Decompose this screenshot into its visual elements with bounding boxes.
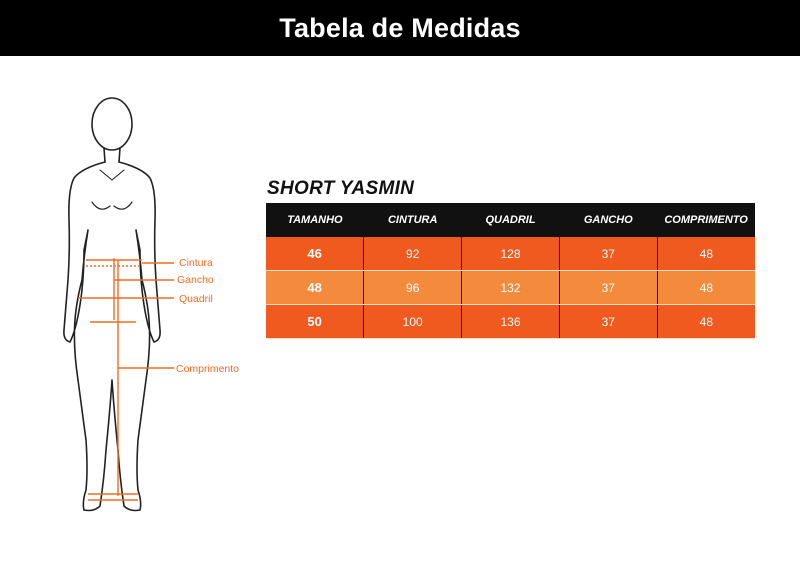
table-row: [266, 237, 755, 271]
head-outline: [92, 98, 132, 150]
body-measurement-figure: [60, 90, 260, 530]
body-outline: [64, 162, 160, 511]
label-cintura: Cintura: [179, 257, 213, 269]
col-comprimento: COMPRIMENTO: [657, 203, 755, 237]
cell-cintura: 96: [364, 271, 462, 305]
page-header: [0, 0, 800, 56]
label-comprimento: Comprimento: [176, 363, 240, 375]
cell-quadril: 136: [462, 305, 560, 339]
cell-cintura: 100: [364, 305, 462, 339]
col-quadril: QUADRIL: [462, 203, 560, 237]
cell-cintura: 92: [364, 237, 462, 271]
cell-quadril: 128: [462, 237, 560, 271]
size-table-header-row: [266, 203, 755, 237]
cell-comprimento: 48: [657, 237, 755, 271]
col-tamanho: TAMANHO: [266, 203, 364, 237]
cell-quadril: 132: [462, 271, 560, 305]
cell-comprimento: 48: [657, 271, 755, 305]
cell-gancho: 37: [559, 237, 657, 271]
cell-comprimento: 48: [657, 305, 755, 339]
col-gancho: GANCHO: [559, 203, 657, 237]
label-gancho: Gancho: [177, 274, 214, 286]
size-table: [266, 203, 755, 339]
table-row: [266, 271, 755, 305]
table-row: [266, 305, 755, 339]
page-title: Tabela de Medidas: [279, 12, 521, 43]
col-cintura: CINTURA: [364, 203, 462, 237]
label-quadril: Quadril: [179, 293, 213, 305]
product-title: SHORT YASMIN: [267, 178, 415, 199]
cell-tamanho: 50: [266, 305, 364, 339]
cell-tamanho: 46: [266, 237, 364, 271]
cell-gancho: 37: [559, 271, 657, 305]
cell-gancho: 37: [559, 305, 657, 339]
cell-tamanho: 48: [266, 271, 364, 305]
